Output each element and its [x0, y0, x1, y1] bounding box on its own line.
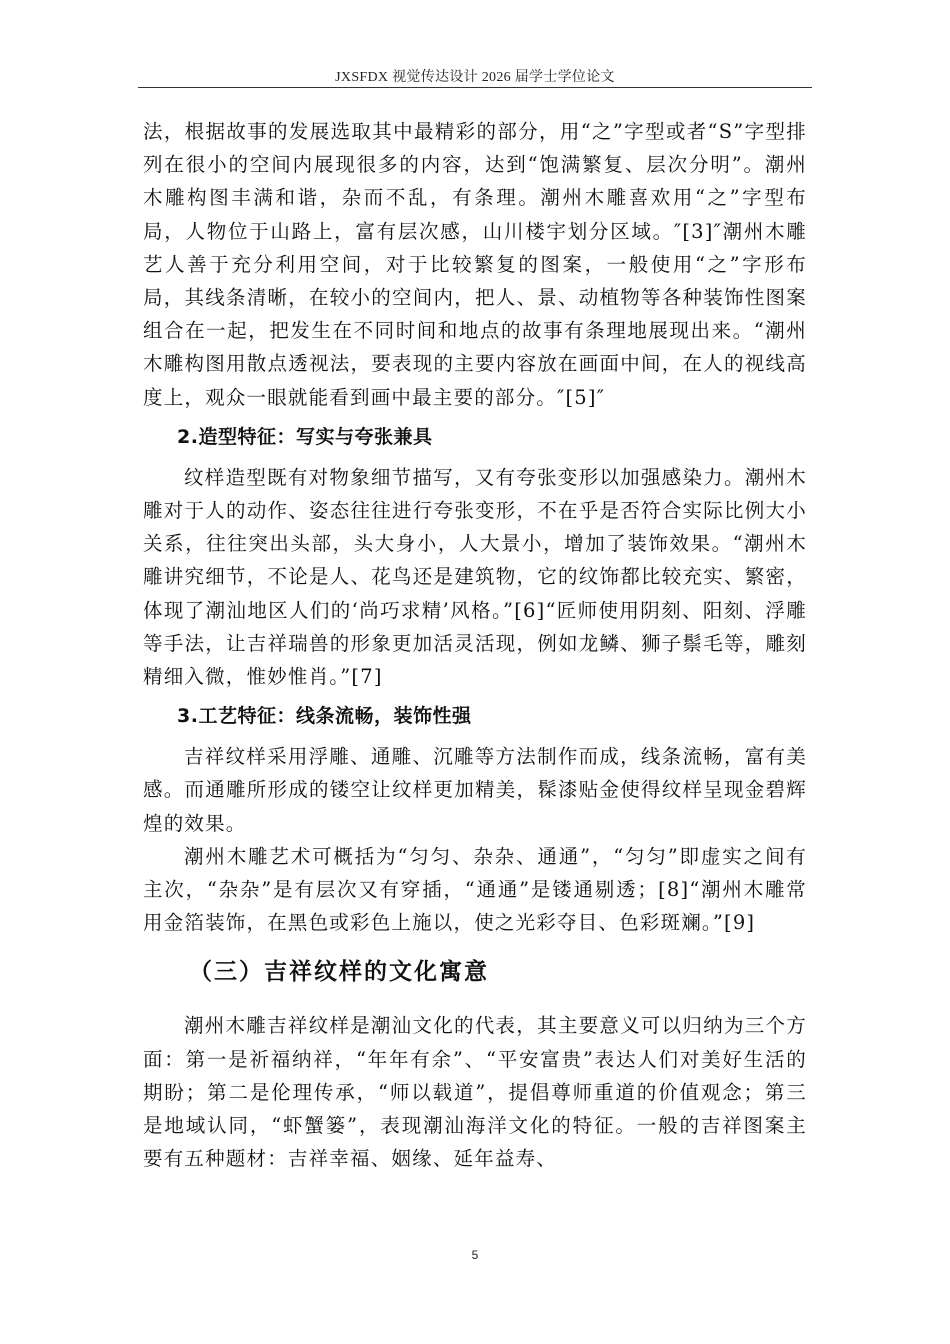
paragraph-modeling-features: 纹样造型既有对物象细节描写，又有夸张变形以加强感染力。潮州木雕对于人的动作、姿态往往进行夸张变形，不在乎是否符合实际比例大小关系，往往突出头部，头大身小，人大景小，增加了装饰效果。“潮州木雕讲究细节，不论是人、花鸟还是建筑物，它的纹饰都比较充实、繁密，体现了潮汕地区人们的‘尚巧求精’风格。”[6]“匠师使用阴刻、阳刻、浮雕等手法，让吉祥瑞兽的形象更加活灵活现，例如龙鳞、狮子鬃毛等，雕刻精细入微，惟妙惟肖。”[7]: [143, 465, 807, 689]
subheading-modeling-features: 2.造型特征：写实与夸张兼具: [177, 425, 433, 448]
page-number: 5: [471, 1248, 479, 1262]
running-header: JXSFDX 视觉传达设计 2026 届学士学位论文: [335, 70, 615, 85]
paragraph-cultural-meaning: 潮州木雕吉祥纹样是潮汕文化的代表，其主要意义可以归纳为三个方面：第一是祈福纳祥，“年年有余”、“平安富贵”表达人们对美好生活的期盼；第二是伦理传承，“师以载道”，提倡尊师重道的价值观念；第三是地域认同，“虾蟹篓”，表现潮汕海洋文化的特征。一般的吉祥图案主要有五种题材：吉祥幸福、姻缘、延年益寿、: [143, 1014, 807, 1171]
paragraph-craft-techniques: 吉祥纹样采用浮雕、通雕、沉雕等方法制作而成，线条流畅，富有美感。而通雕所形成的镂空让纹样更加精美，髹漆贴金使得纹样呈现金碧辉煌的效果。: [143, 745, 807, 835]
body-content: [143, 115, 807, 1175]
paragraph-craft-summary: 潮州木雕艺术可概括为“匀匀、杂杂、通通”，“匀匀”即虚实之间有主次，“杂杂”是有层次又有穿插，“通通”是镂通剔透；[8]“潮州木雕常用金箔装饰，在黑色或彩色上施以，使之光彩夺目、色彩斑斓。”[9]: [143, 844, 807, 935]
header-rule: [138, 87, 812, 88]
subheading-craft-features: 3.工艺特征：线条流畅，装饰性强: [177, 705, 472, 728]
paragraph-composition-continued: 法，根据故事的发展选取其中最精彩的部分，用“之”字型或者“S”字型排列在很小的空间内展现很多的内容，达到“饱满繁复、层次分明”。潮州木雕构图丰满和谐，杂而不乱，有条理。潮州木雕喜欢用“之”字型布局，人物位于山路上，富有层次感，山川楼宇划分区域。″[3]″潮州木雕艺人善于充分利用空间，对于比较繁复的图案，一般使用“之”字形布局，其线条清晰，在较小的空间内，把人、景、动植物等各种装饰性图案组合在一起，把发生在不同时间和地点的故事有条理地展现出来。“潮州木雕构图用散点透视法，要表现的主要内容放在画面中间，在人的视线高度上，观众一眼就能看到画中最主要的部分。″[5]″: [143, 120, 807, 409]
section-heading-cultural-meaning: （三）吉祥纹样的文化寓意: [189, 959, 489, 986]
